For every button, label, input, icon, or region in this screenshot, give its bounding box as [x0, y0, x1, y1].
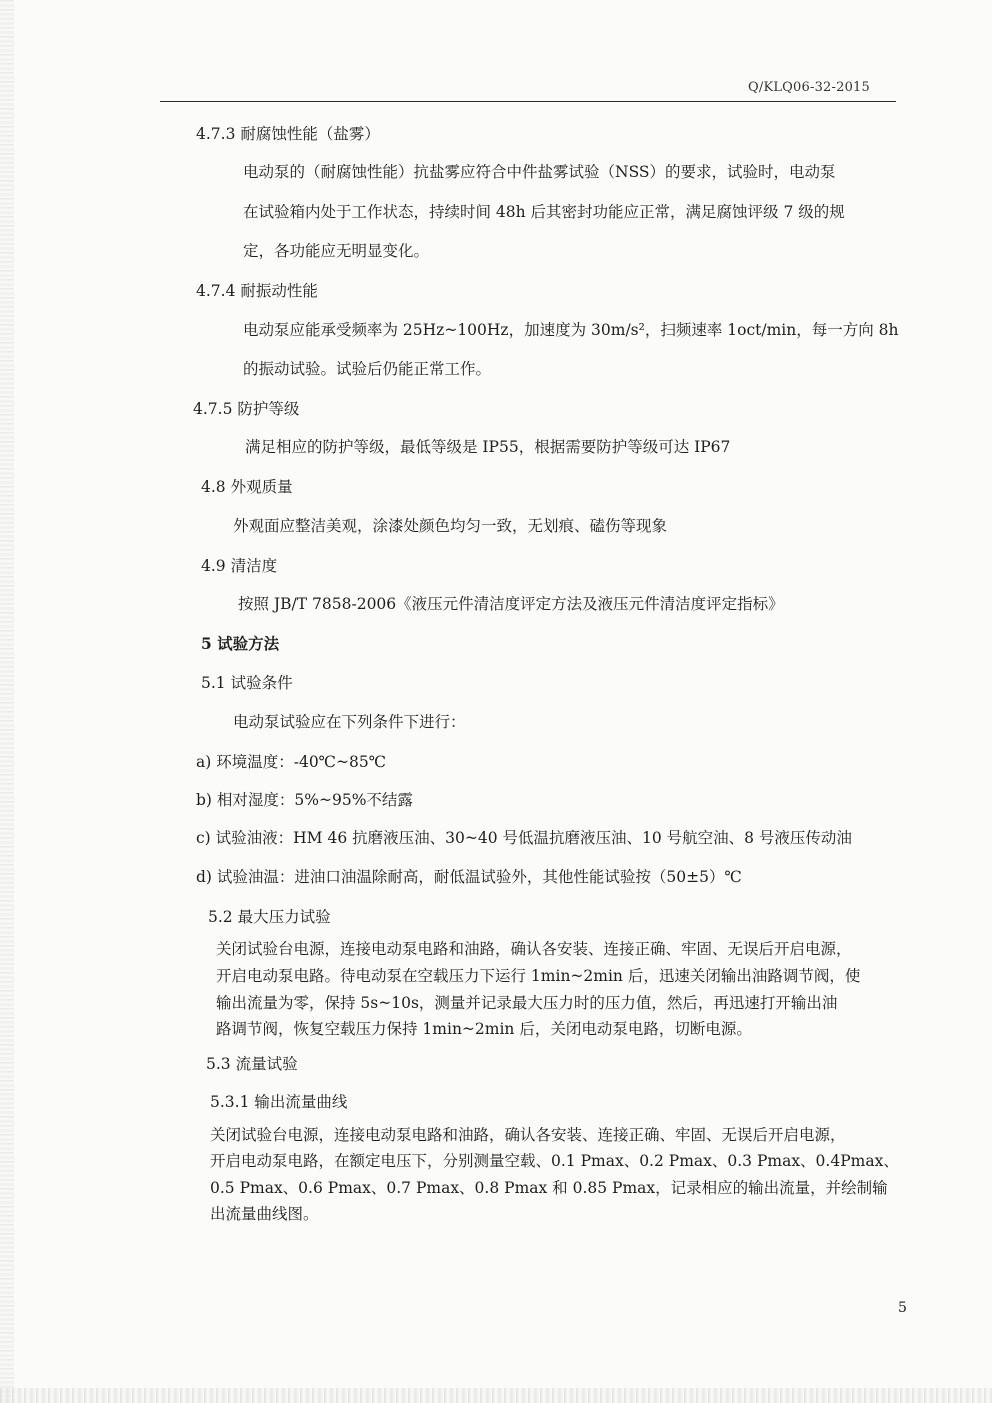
paragraph-line: 电动泵试验应在下列条件下进行： — [233, 713, 466, 731]
paragraph-line: 关闭试验台电源，连接电动泵电路和油路，确认各安装、连接正确、牢固、无误后开启电源， — [210, 1126, 846, 1144]
section-heading-5-2: 5.2 最大压力试验 — [208, 908, 331, 926]
paragraph-line: 满足相应的防护等级，最低等级是 IP55，根据需要防护等级可达 IP67 — [245, 438, 731, 456]
list-item-d: d) 试验油温：进油口油温除耐高，耐低温试验外，其他性能试验按（50±5）℃ — [196, 868, 742, 886]
section-heading-4-9: 4.9 清洁度 — [201, 557, 278, 575]
document-code: Q/KLQ06-32-2015 — [748, 80, 870, 95]
paragraph-line: 开启电动泵电路，在额定电压下，分别测量空载、0.1 Pmax、0.2 Pmax、0.3 Pmax、0.4Pmax、 — [210, 1152, 899, 1170]
section-heading-5: 5 试验方法 — [201, 634, 280, 653]
section-heading-4-8: 4.8 外观质量 — [201, 478, 293, 496]
header-rule — [160, 101, 896, 102]
page-number: 5 — [898, 1300, 907, 1316]
paragraph-line: 定，各功能应无明显变化。 — [243, 242, 430, 260]
list-item-b: b) 相对湿度：5%~95%不结露 — [196, 791, 413, 809]
paragraph-line: 出流量曲线图。 — [210, 1205, 319, 1223]
paragraph-line: 按照 JB/T 7858-2006《液压元件清洁度评定方法及液压元件清洁度评定指标》 — [238, 595, 784, 613]
paragraph-line: 路调节阀，恢复空载压力保持 1min~2min 后，关闭电动泵电路，切断电源。 — [216, 1020, 752, 1038]
paragraph-line: 的振动试验。试验后仍能正常工作。 — [243, 360, 492, 378]
section-heading-5-1: 5.1 试验条件 — [201, 674, 293, 692]
paragraph-line: 开启电动泵电路。待电动泵在空载压力下运行 1min~2min 后，迅速关闭输出油路调节阀，使 — [216, 967, 861, 985]
scan-edge-bottom — [0, 1388, 992, 1403]
paragraph-line: 在试验箱内处于工作状态，持续时间 48h 后其密封功能应正常，满足腐蚀评级 7 级的规 — [243, 203, 845, 221]
paragraph-line: 0.5 Pmax、0.6 Pmax、0.7 Pmax、0.8 Pmax 和 0.85 Pmax，记录相应的输出流量，并绘制输 — [210, 1179, 888, 1197]
paragraph-line: 电动泵应能承受频率为 25Hz~100Hz，加速度为 30m/s²，扫频速率 1oct/min，每一方向 8h — [243, 321, 899, 339]
section-heading-4-7-3: 4.7.3 耐腐蚀性能（盐雾） — [196, 125, 380, 143]
scan-edge-left — [0, 0, 14, 1403]
paragraph-line: 电动泵的（耐腐蚀性能）抗盐雾应符合中件盐雾试验（NSS）的要求，试验时，电动泵 — [243, 163, 836, 181]
section-heading-4-7-5: 4.7.5 防护等级 — [193, 400, 300, 418]
list-item-a: a) 环境温度：-40℃~85℃ — [196, 753, 387, 771]
paragraph-line: 关闭试验台电源，连接电动泵电路和油路，确认各安装、连接正确、牢固、无误后开启电源， — [216, 940, 852, 958]
section-heading-5-3: 5.3 流量试验 — [206, 1055, 298, 1073]
list-item-c: c) 试验油液：HM 46 抗磨液压油、30~40 号低温抗磨液压油、10 号航空油、8 号液压传动油 — [196, 829, 852, 847]
paragraph-line: 外观面应整洁美观，涂漆处颜色均匀一致，无划痕、磕伤等现象 — [233, 517, 668, 535]
paragraph-line: 输出流量为零，保持 5s~10s，测量并记录最大压力时的压力值，然后，再迅速打开输出油 — [216, 994, 838, 1012]
section-heading-4-7-4: 4.7.4 耐振动性能 — [196, 282, 318, 300]
section-heading-5-3-1: 5.3.1 输出流量曲线 — [210, 1093, 348, 1111]
